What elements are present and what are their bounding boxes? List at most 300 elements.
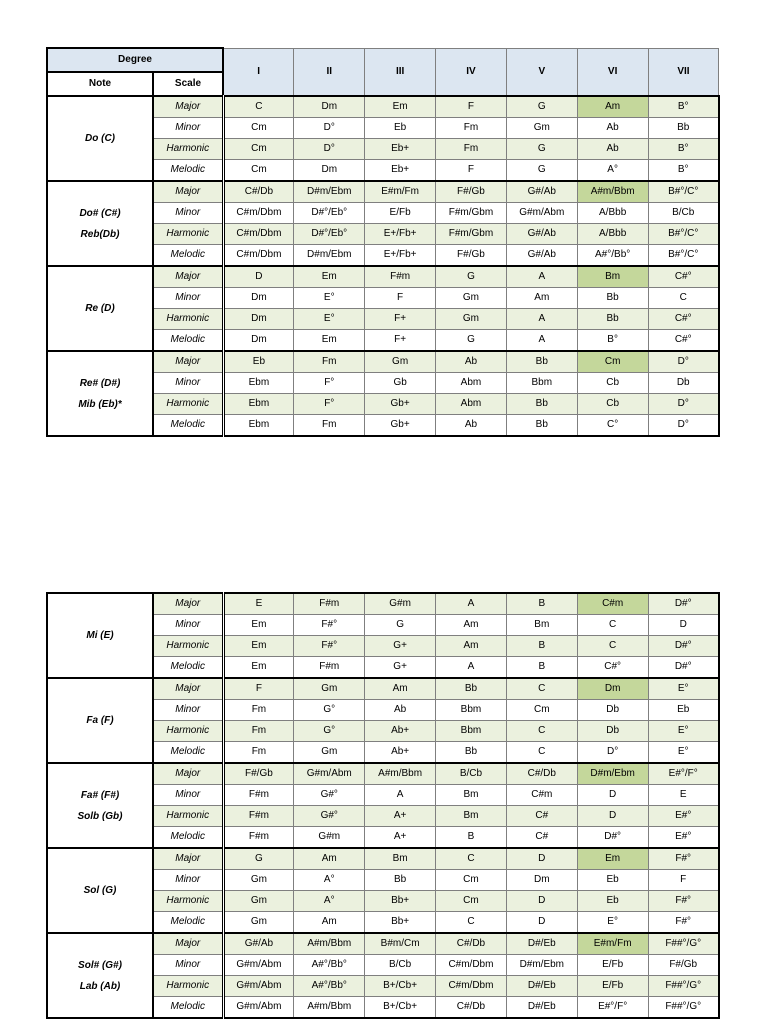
scale-type-cell: Melodic <box>153 997 223 1019</box>
chord-cell: D° <box>648 351 719 373</box>
chord-cell: Gm <box>436 309 507 330</box>
chord-cell: Eb <box>223 351 294 373</box>
chord-row <box>47 181 719 203</box>
chord-cell: F#m/Gbm <box>436 224 507 245</box>
chord-cell: D#m/Ebm <box>506 955 577 976</box>
chord-cell: G#/Ab <box>506 224 577 245</box>
chord-cell: F° <box>294 394 365 415</box>
chord-cell: G#m <box>365 593 436 615</box>
chord-cell: G#m/Abm <box>223 955 294 976</box>
chord-cell: B° <box>577 330 648 352</box>
chord-row <box>47 848 719 870</box>
chord-cell: D#° <box>648 636 719 657</box>
degree-ii-header: II <box>294 48 365 96</box>
chord-cell: F#/Gb <box>436 181 507 203</box>
chord-cell: C#m/Dbm <box>436 955 507 976</box>
chord-cell: Bbm <box>506 373 577 394</box>
chord-cell: Cb <box>577 394 648 415</box>
note-name-cell <box>47 678 153 763</box>
degree-iii-header: III <box>365 48 436 96</box>
degree-header: Degree <box>47 48 223 72</box>
chord-cell: B#m/Cm <box>365 933 436 955</box>
chord-cell: D#° <box>648 657 719 679</box>
chord-cell: E/Fb <box>365 203 436 224</box>
chord-cell: B <box>506 593 577 615</box>
chord-cell: Ab <box>577 118 648 139</box>
chord-cell: F° <box>294 373 365 394</box>
scale-type-cell: Major <box>153 593 223 615</box>
chord-cell: D#°/Eb° <box>294 224 365 245</box>
chord-cell: F <box>436 96 507 118</box>
chord-cell: Fm <box>223 742 294 764</box>
chord-cell: B#°/C° <box>648 245 719 267</box>
chord-cell: G <box>506 139 577 160</box>
chord-cell: A <box>506 330 577 352</box>
chord-cell: Cm <box>506 700 577 721</box>
chord-cell: C <box>506 721 577 742</box>
chord-cell: Abm <box>436 394 507 415</box>
chord-cell: Em <box>223 657 294 679</box>
chord-cell: G <box>223 848 294 870</box>
chord-cell: D <box>506 891 577 912</box>
chord-cell: Gm <box>223 870 294 891</box>
chord-row <box>47 266 719 288</box>
note-name-line: Mi (E) <box>86 630 114 641</box>
chord-table-e-to-ab <box>46 592 720 1019</box>
chord-cell: C#m <box>577 593 648 615</box>
chord-cell: A#°/Bb° <box>577 245 648 267</box>
note-name-line: Sol (G) <box>83 885 117 896</box>
chord-cell: Dm <box>506 870 577 891</box>
chord-cell: B+/Cb+ <box>365 997 436 1019</box>
chord-cell: Fm <box>294 351 365 373</box>
chord-row <box>47 763 719 785</box>
scale-type-cell: Harmonic <box>153 224 223 245</box>
chord-cell: Bb <box>506 415 577 437</box>
chord-cell: F#° <box>294 615 365 636</box>
chord-cell: Bb <box>577 309 648 330</box>
chord-cell: E° <box>294 288 365 309</box>
chord-cell: A <box>436 657 507 679</box>
chord-cell: B/Cb <box>436 763 507 785</box>
chord-cell: D#/Eb <box>506 933 577 955</box>
chord-cell: F <box>648 870 719 891</box>
chord-cell: B° <box>648 160 719 182</box>
scale-type-cell: Harmonic <box>153 806 223 827</box>
note-name-cell <box>47 848 153 933</box>
chord-cell: G <box>436 266 507 288</box>
chord-cell: Bb <box>365 870 436 891</box>
chord-cell: Fm <box>436 118 507 139</box>
chord-cell: C <box>223 96 294 118</box>
chord-cell: Dm <box>223 309 294 330</box>
scale-type-cell: Minor <box>153 870 223 891</box>
chord-cell: Eb <box>365 118 436 139</box>
chord-cell: B <box>506 636 577 657</box>
chord-cell: F <box>365 288 436 309</box>
chord-cell: Db <box>648 373 719 394</box>
chord-cell: A+ <box>365 827 436 849</box>
chord-cell: B#°/C° <box>648 181 719 203</box>
chord-cell: G#m <box>294 827 365 849</box>
chord-cell: Cm <box>223 139 294 160</box>
scale-type-cell: Melodic <box>153 827 223 849</box>
chord-cell: G <box>365 615 436 636</box>
chord-cell: E#°/F° <box>648 763 719 785</box>
chord-cell: C#/Db <box>506 763 577 785</box>
chord-cell: C° <box>577 415 648 437</box>
scale-type-cell: Harmonic <box>153 721 223 742</box>
chord-cell: G#m/Abm <box>294 763 365 785</box>
chord-cell: Bb+ <box>365 891 436 912</box>
scale-header: Scale <box>153 72 223 96</box>
chord-cell: D#/Eb <box>506 997 577 1019</box>
chord-cell: Dm <box>577 678 648 700</box>
chord-cell: E/Fb <box>577 955 648 976</box>
chord-cell: E#m/Fm <box>365 181 436 203</box>
chord-cell: F#m <box>365 266 436 288</box>
chord-cell: C# <box>506 806 577 827</box>
chord-cell: D <box>648 615 719 636</box>
chord-cell: A/Bbb <box>577 203 648 224</box>
scale-type-cell: Major <box>153 351 223 373</box>
chord-cell: C#° <box>577 657 648 679</box>
chord-cell: Am <box>365 678 436 700</box>
chord-row <box>47 96 719 118</box>
chord-cell: G#° <box>294 785 365 806</box>
chord-table-body <box>47 96 719 436</box>
chord-cell: A/Bbb <box>577 224 648 245</box>
chord-cell: E#m/Fm <box>577 933 648 955</box>
chord-cell: D#m/Ebm <box>577 763 648 785</box>
chord-cell: D <box>506 848 577 870</box>
chord-cell: F#m <box>223 806 294 827</box>
note-name-cell <box>47 181 153 266</box>
chord-cell: F#/Gb <box>648 955 719 976</box>
chord-cell: G+ <box>365 657 436 679</box>
chord-cell: Bb <box>577 288 648 309</box>
chord-cell: A#°/Bb° <box>294 955 365 976</box>
note-name-line: Do (C) <box>85 133 115 144</box>
chord-cell: Bb <box>436 678 507 700</box>
chord-cell: C <box>577 615 648 636</box>
chord-cell: G#m/Abm <box>506 203 577 224</box>
chord-cell: G#m/Abm <box>223 976 294 997</box>
chord-cell: G <box>436 330 507 352</box>
chord-cell: G° <box>294 721 365 742</box>
chord-cell: Bb <box>506 394 577 415</box>
scale-type-cell: Harmonic <box>153 139 223 160</box>
chord-cell: Ab <box>577 139 648 160</box>
chord-cell: Db <box>577 700 648 721</box>
chord-cell: E° <box>648 721 719 742</box>
chord-cell: E° <box>294 309 365 330</box>
chord-cell: E° <box>648 742 719 764</box>
scale-type-cell: Melodic <box>153 245 223 267</box>
chord-cell: F#m <box>223 827 294 849</box>
chord-cell: D <box>577 806 648 827</box>
chord-cell: C <box>577 636 648 657</box>
chord-cell: F+ <box>365 309 436 330</box>
chord-cell: D#° <box>577 827 648 849</box>
note-name-cell <box>47 266 153 351</box>
chord-cell: Ab <box>365 700 436 721</box>
chord-cell: Bbm <box>436 700 507 721</box>
scale-type-cell: Minor <box>153 203 223 224</box>
chord-cell: Em <box>294 330 365 352</box>
chord-cell: Bm <box>436 806 507 827</box>
degree-vi-header: VI <box>577 48 648 96</box>
chord-cell: F#° <box>648 848 719 870</box>
note-name-cell <box>47 593 153 678</box>
note-name-cell <box>47 763 153 848</box>
chord-cell: G#m/Abm <box>223 997 294 1019</box>
scale-type-cell: Major <box>153 763 223 785</box>
chord-cell: F##°/G° <box>648 997 719 1019</box>
scale-type-cell: Major <box>153 266 223 288</box>
chord-cell: Bbm <box>436 721 507 742</box>
chord-table-body <box>47 593 719 1018</box>
chord-cell: A <box>506 266 577 288</box>
chord-cell: A <box>436 593 507 615</box>
chord-cell: C <box>436 848 507 870</box>
chord-cell: Fm <box>294 415 365 437</box>
scale-type-cell: Major <box>153 933 223 955</box>
scale-type-cell: Major <box>153 181 223 203</box>
chord-cell: A#°/Bb° <box>294 976 365 997</box>
chord-cell: Bm <box>365 848 436 870</box>
chord-cell: Am <box>436 636 507 657</box>
chord-cell: D#m/Ebm <box>294 181 365 203</box>
degree-vii-header: VII <box>648 48 719 96</box>
chord-cell: A° <box>577 160 648 182</box>
note-name-line: Re# (D#) <box>79 377 121 389</box>
chord-cell: Fm <box>436 139 507 160</box>
chord-cell: F#m <box>294 657 365 679</box>
chord-cell: F##°/G° <box>648 933 719 955</box>
chord-cell: D° <box>294 139 365 160</box>
chord-cell: G <box>506 96 577 118</box>
chord-cell: G <box>506 160 577 182</box>
chord-cell: B/Cb <box>648 203 719 224</box>
chord-cell: A° <box>294 870 365 891</box>
chord-cell: Fm <box>223 721 294 742</box>
degree-v-header: V <box>506 48 577 96</box>
chord-cell: E#°/F° <box>577 997 648 1019</box>
note-name-line: Fa# (F#) <box>80 789 120 801</box>
chord-cell: Gm <box>294 678 365 700</box>
chord-cell: Ebm <box>223 373 294 394</box>
chord-cell: E <box>223 593 294 615</box>
chord-cell: C#/Db <box>436 933 507 955</box>
chord-cell: Gm <box>365 351 436 373</box>
chord-cell: Em <box>365 96 436 118</box>
chord-cell: D° <box>294 118 365 139</box>
scale-type-cell: Minor <box>153 615 223 636</box>
note-name-line: Do# (C#) <box>79 207 121 219</box>
chord-cell: A <box>365 785 436 806</box>
chord-cell: C#° <box>648 330 719 352</box>
chord-cell: A#m/Bbm <box>294 933 365 955</box>
chord-cell: E#° <box>648 827 719 849</box>
chord-cell: E+/Fb+ <box>365 224 436 245</box>
chord-cell: B+/Cb+ <box>365 976 436 997</box>
note-name-cell <box>47 933 153 1018</box>
chord-cell: F#m/Gbm <box>436 203 507 224</box>
note-name-line: Reb(Db) <box>80 228 120 240</box>
chord-cell: B/Cb <box>365 955 436 976</box>
chord-cell: Cb <box>577 373 648 394</box>
chord-table-c-to-eb <box>46 47 720 437</box>
chord-cell: G#/Ab <box>506 245 577 267</box>
chord-cell: C <box>506 742 577 764</box>
chord-cell: Cm <box>436 891 507 912</box>
chord-cell: E+/Fb+ <box>365 245 436 267</box>
chord-cell: F#m <box>294 593 365 615</box>
chord-cell: Em <box>294 266 365 288</box>
scale-type-cell: Melodic <box>153 657 223 679</box>
scale-type-cell: Melodic <box>153 160 223 182</box>
chord-cell: Am <box>577 96 648 118</box>
chord-cell: Gm <box>294 742 365 764</box>
chord-cell: D° <box>648 415 719 437</box>
chord-cell: B <box>436 827 507 849</box>
note-name-cell <box>47 96 153 181</box>
chord-cell: G° <box>294 700 365 721</box>
note-header: Note <box>47 72 153 96</box>
chord-cell: Ebm <box>223 394 294 415</box>
chord-cell: Bb <box>436 742 507 764</box>
chord-cell: Eb <box>577 891 648 912</box>
scale-type-cell: Harmonic <box>153 636 223 657</box>
note-name-line: Lab (Ab) <box>79 980 121 992</box>
note-name-line: Mib (Eb)* <box>78 398 122 410</box>
chord-cell: C#/Db <box>436 997 507 1019</box>
chord-cell: B° <box>648 96 719 118</box>
chord-cell: Gb+ <box>365 415 436 437</box>
chord-cell: Am <box>506 288 577 309</box>
chord-cell: D <box>506 912 577 934</box>
scale-type-cell: Harmonic <box>153 891 223 912</box>
note-name-cell <box>47 351 153 436</box>
chord-cell: Am <box>436 615 507 636</box>
chord-cell: Cm <box>577 351 648 373</box>
scale-type-cell: Minor <box>153 373 223 394</box>
chord-cell: Ab <box>436 415 507 437</box>
chord-cell: E <box>648 785 719 806</box>
chord-cell: Gb+ <box>365 394 436 415</box>
scale-type-cell: Melodic <box>153 330 223 352</box>
chord-cell: B <box>506 657 577 679</box>
chord-cell: B#°/C° <box>648 224 719 245</box>
chord-cell: Cm <box>436 870 507 891</box>
chord-cell: C#/Db <box>223 181 294 203</box>
chord-cell: D#° <box>648 593 719 615</box>
chord-cell: Abm <box>436 373 507 394</box>
chord-cell: E#° <box>648 806 719 827</box>
scale-type-cell: Major <box>153 848 223 870</box>
chord-cell: Em <box>577 848 648 870</box>
chord-cell: D <box>577 785 648 806</box>
chord-cell: Cm <box>223 160 294 182</box>
chord-cell: D <box>223 266 294 288</box>
chord-cell: Dm <box>223 288 294 309</box>
chord-cell: G#/Ab <box>506 181 577 203</box>
chord-cell: D#°/Eb° <box>294 203 365 224</box>
chord-cell: F#° <box>648 912 719 934</box>
chord-cell: Eb+ <box>365 139 436 160</box>
chord-cell: Eb+ <box>365 160 436 182</box>
chord-cell: Ab+ <box>365 742 436 764</box>
chord-row <box>47 593 719 615</box>
degree-iv-header: IV <box>436 48 507 96</box>
note-name-line: Re (D) <box>85 303 115 314</box>
note-name-line: Fa (F) <box>86 715 114 726</box>
chord-cell: C#m/Dbm <box>223 224 294 245</box>
chord-cell: Eb <box>648 700 719 721</box>
chord-cell: A° <box>294 891 365 912</box>
chord-cell: F#° <box>294 636 365 657</box>
note-name-line: Solb (Gb) <box>77 810 123 822</box>
chord-cell: E° <box>648 678 719 700</box>
chord-cell: Dm <box>223 330 294 352</box>
chord-cell: Bb+ <box>365 912 436 934</box>
chord-cell: C <box>506 678 577 700</box>
chord-cell: Am <box>294 848 365 870</box>
chord-cell: F##°/G° <box>648 976 719 997</box>
chord-cell: Gb <box>365 373 436 394</box>
chord-cell: Eb <box>577 870 648 891</box>
chord-cell: F#° <box>648 891 719 912</box>
chord-cell: C <box>648 288 719 309</box>
chord-cell: Bm <box>577 266 648 288</box>
chord-cell: Dm <box>294 160 365 182</box>
scale-type-cell: Melodic <box>153 415 223 437</box>
chord-cell: C <box>436 912 507 934</box>
chord-cell: Am <box>294 912 365 934</box>
chord-cell: C#° <box>648 309 719 330</box>
chord-cell: D° <box>577 742 648 764</box>
chord-cell: A+ <box>365 806 436 827</box>
chord-cell: Em <box>223 636 294 657</box>
chord-cell: G+ <box>365 636 436 657</box>
chord-cell: Bm <box>436 785 507 806</box>
scale-type-cell: Minor <box>153 700 223 721</box>
scale-type-cell: Harmonic <box>153 309 223 330</box>
chord-row <box>47 933 719 955</box>
chord-cell: Bm <box>506 615 577 636</box>
chord-cell: A#m/Bbm <box>294 997 365 1019</box>
chord-row <box>47 678 719 700</box>
chord-cell: Ebm <box>223 415 294 437</box>
chord-cell: Gm <box>506 118 577 139</box>
chord-cell: Bb <box>648 118 719 139</box>
chord-cell: F <box>436 160 507 182</box>
chord-cell: Dm <box>294 96 365 118</box>
chord-cell: C#m <box>506 785 577 806</box>
chord-cell: A#m/Bbm <box>365 763 436 785</box>
degree-i-header: I <box>223 48 294 96</box>
chord-cell: C#m/Dbm <box>223 203 294 224</box>
chord-cell: B° <box>648 139 719 160</box>
scale-type-cell: Major <box>153 96 223 118</box>
chord-cell: Db <box>577 721 648 742</box>
scale-type-cell: Melodic <box>153 742 223 764</box>
chord-cell: E° <box>577 912 648 934</box>
chord-cell: Gm <box>436 288 507 309</box>
chord-cell: Fm <box>223 700 294 721</box>
chord-cell: A <box>506 309 577 330</box>
